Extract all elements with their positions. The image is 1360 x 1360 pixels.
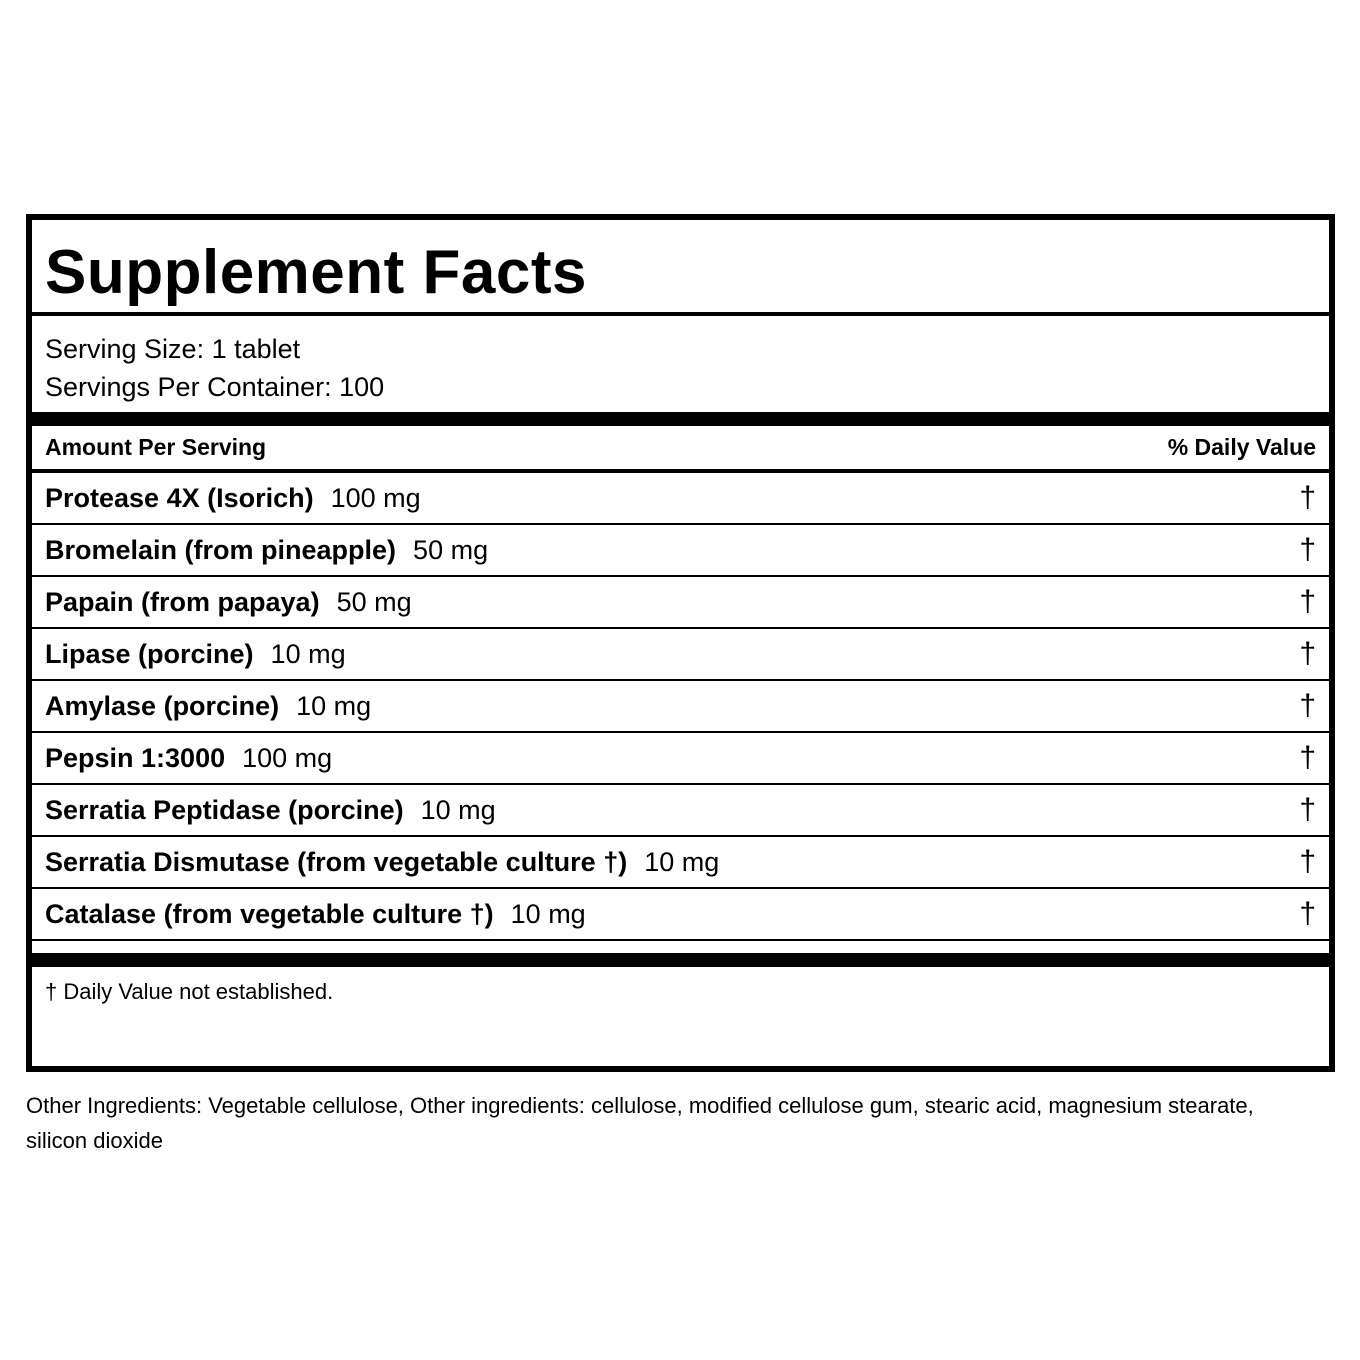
ingredient-amount: 10 mg — [296, 690, 372, 721]
supplement-facts-panel — [26, 214, 1335, 1072]
ingredient-amount: 100 mg — [330, 482, 421, 513]
daily-value-mark: † — [1299, 793, 1316, 826]
daily-value-mark: † — [1299, 637, 1316, 670]
serving-size: Serving Size: 1 tablet — [45, 334, 301, 364]
amount-per-serving-header: Amount Per Serving — [45, 434, 267, 460]
ingredient-row — [32, 889, 1329, 941]
ingredient-name: Amylase (porcine) — [45, 690, 280, 721]
other-ingredients: Other Ingredients: Vegetable cellulose, Other ingredients: cellulose, modified cellulose gum, stearic acid, magnesium stearate, silicon dioxide — [26, 1093, 1254, 1153]
ingredient-row — [32, 681, 1329, 733]
ingredient-amount: 10 mg — [510, 898, 586, 929]
ingredient-name: Bromelain (from pineapple) — [45, 534, 397, 565]
footnote: † Daily Value not established. — [45, 979, 334, 1004]
ingredient-row — [32, 629, 1329, 681]
ingredient-amount: 10 mg — [644, 846, 720, 877]
ingredient-row — [32, 733, 1329, 785]
thick-divider-top — [32, 412, 1329, 426]
ingredient-rows — [32, 473, 1329, 953]
daily-value-mark: † — [1299, 897, 1316, 930]
ingredient-amount: 50 mg — [413, 534, 489, 565]
ingredient-row — [32, 473, 1329, 525]
daily-value-mark: † — [1299, 741, 1316, 774]
daily-value-mark: † — [1299, 689, 1316, 722]
ingredient-row — [32, 525, 1329, 577]
ingredient-row — [32, 837, 1329, 889]
amount-header-row — [32, 426, 1329, 473]
daily-value-header: % Daily Value — [1167, 434, 1316, 460]
servings-per-container: Servings Per Container: 100 — [45, 372, 385, 402]
ingredient-amount: 100 mg — [242, 742, 333, 773]
ingredient-amount: 50 mg — [336, 586, 412, 617]
daily-value-mark: † — [1299, 533, 1316, 566]
ingredient-name: Serratia Peptidase (porcine) — [45, 794, 404, 825]
daily-value-mark: † — [1299, 481, 1316, 514]
ingredient-row — [32, 785, 1329, 837]
ingredient-amount: 10 mg — [270, 638, 346, 669]
empty-row — [32, 941, 1329, 953]
ingredient-name: Protease 4X (Isorich) — [45, 482, 314, 513]
ingredient-name: Lipase (porcine) — [45, 638, 254, 669]
ingredient-name: Papain (from papaya) — [45, 586, 320, 617]
serving-info — [32, 316, 1329, 412]
title-row — [32, 220, 1329, 316]
daily-value-mark: † — [1299, 845, 1316, 878]
daily-value-mark: † — [1299, 585, 1316, 618]
panel-title: Supplement Facts — [45, 238, 587, 307]
thick-divider-bottom — [32, 953, 1329, 967]
ingredient-name: Catalase (from vegetable culture †) — [45, 898, 494, 929]
ingredient-name: Serratia Dismutase (from vegetable culture †) — [45, 846, 628, 877]
ingredient-row — [32, 577, 1329, 629]
ingredient-amount: 10 mg — [420, 794, 496, 825]
ingredient-name: Pepsin 1:3000 — [45, 742, 226, 773]
